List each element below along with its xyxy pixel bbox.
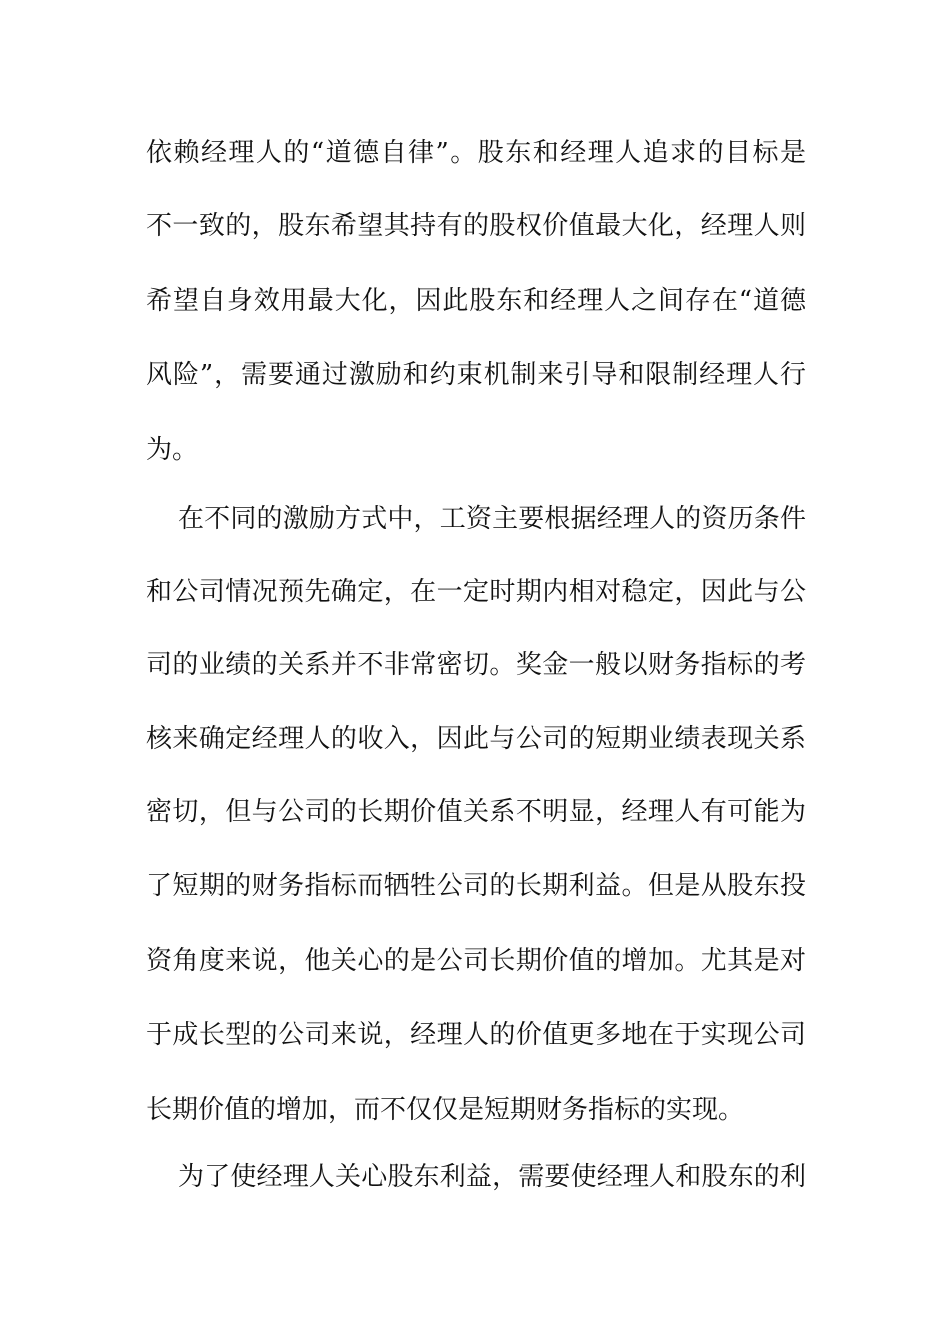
- text-line: 希望自身效用最大化，因此股东和经理人之间存在“道德: [146, 286, 806, 316]
- text-line: 了短期的财务指标而牺牲公司的长期利益。但是从股东投: [146, 871, 806, 901]
- text-line: 风险”，需要通过激励和约束机制来引导和限制经理人行: [146, 360, 806, 390]
- text-line: 长期价值的增加，而不仅仅是短期财务指标的实现。: [146, 1095, 745, 1125]
- text-line: 为。: [146, 435, 199, 465]
- paragraph-first-line: 为了使经理人关心股东利益，需要使经理人和股东的利: [178, 1162, 806, 1192]
- text-line: 密切，但与公司的长期价值关系不明显，经理人有可能为: [146, 797, 806, 827]
- text-line: 于成长型的公司来说，经理人的价值更多地在于实现公司: [146, 1020, 806, 1050]
- text-line: 依赖经理人的“道德自律”。股东和经理人追求的目标是: [146, 138, 806, 168]
- text-line: 核来确定经理人的收入，因此与公司的短期业绩表现关系: [146, 724, 806, 754]
- text-line: 和公司情况预先确定，在一定时期内相对稳定，因此与公: [146, 577, 806, 607]
- text-line: 司的业绩的关系并不非常密切。奖金一般以财务指标的考: [146, 650, 806, 680]
- paragraph-first-line: 在不同的激励方式中，工资主要根据经理人的资历条件: [178, 504, 806, 534]
- text-line: 资角度来说，他关心的是公司长期价值的增加。尤其是对: [146, 946, 806, 976]
- text-line: 不一致的，股东希望其持有的股权价值最大化，经理人则: [146, 211, 806, 241]
